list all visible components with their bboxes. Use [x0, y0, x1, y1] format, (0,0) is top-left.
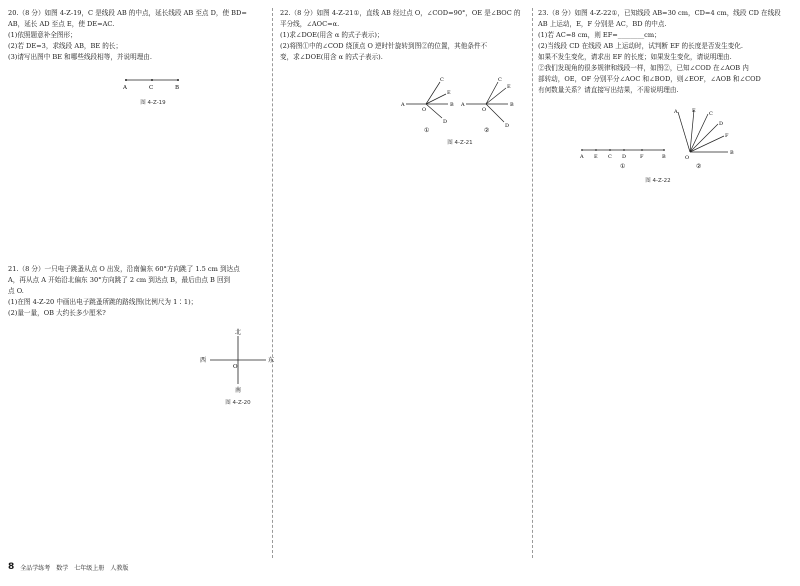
compass-diagram: [198, 326, 278, 394]
fig1-label-d: D: [443, 119, 448, 125]
question-23: [538, 8, 792, 184]
subject: 数学: [56, 564, 69, 572]
question-20: [8, 8, 268, 106]
label-south: 南: [235, 387, 242, 394]
ray-label-f: F: [725, 133, 729, 139]
question-22: [280, 8, 530, 146]
fig2-label-a: A: [461, 102, 465, 108]
edition: 人教版: [110, 564, 129, 572]
q22-line-1: 22.（8 分）如图 4-Z-21①，直线 AB 经过点 O，∠COD=90°，OE 是∠BOC 的: [280, 9, 521, 17]
figure-4-z-20: [198, 326, 278, 406]
column-left: [8, 8, 275, 556]
point-c: [151, 79, 153, 81]
ray-label-b: B: [730, 150, 734, 156]
q20-line-2: AB，延长 AD 至点 E，使 DE=AC.: [8, 20, 115, 28]
fig2-label-o: O: [482, 107, 487, 113]
q20-line-4: (2)若 DE=3，求线段 AB，BE 的长；: [8, 42, 123, 50]
caption-4-z-22: 图 4-Z-22: [645, 178, 671, 184]
angle-diagrams: [400, 74, 520, 134]
fig2-label-e: E: [507, 84, 511, 90]
ray-label-o: O: [685, 155, 690, 161]
fig1-label-a: A: [401, 102, 405, 108]
q21-line-3: 点 O.: [8, 287, 24, 295]
column-right: [538, 8, 792, 556]
figure-4-z-22: [578, 106, 788, 186]
ray-label-d: D: [719, 121, 724, 127]
ray-label-c: C: [709, 111, 713, 117]
q22-line-3: (1)求∠DOE(用含 α 的式子表示)；: [280, 31, 384, 39]
point-b: [177, 79, 179, 81]
label-a: A: [123, 85, 127, 91]
seg-label-b: B: [662, 154, 666, 160]
q20-line-5: (3)请写出图中 BE 和哪些线段相等，并说明理由.: [8, 53, 152, 61]
label-b: B: [175, 85, 180, 91]
q22-line-4: (2)将图①中的∠COD 绕顶点 O 逆时针旋转到图②的位置，其他条件不: [280, 42, 488, 50]
fig1-label-e: E: [447, 90, 451, 96]
seg-label-c: C: [608, 154, 612, 160]
seg-label-d: D: [622, 154, 627, 160]
seg-fig-number: ①: [620, 163, 626, 170]
figure-4-z-21: [400, 74, 520, 144]
q22-line-5: 变，求∠DOE(用含 α 的式子表示).: [280, 53, 383, 61]
angle-figure-2: [460, 77, 514, 129]
fig2-label-d: D: [505, 123, 510, 129]
question-21: [8, 264, 275, 406]
angle-figure-1: [400, 77, 454, 125]
q21-line-5: (2)量一量，OB 大约长多少厘米?: [8, 309, 106, 317]
fig1-label-b: B: [450, 102, 454, 108]
q23-line-5: 如果不发生变化，请求出 EF 的长度；如果发生变化，请说明理由.: [538, 53, 732, 61]
fig1-label-c: C: [440, 77, 444, 83]
q22-line-2: 平分线，∠AOC=α.: [280, 20, 340, 28]
fig2-label-b: B: [510, 102, 514, 108]
segment-and-angle-diagrams: [578, 106, 788, 172]
seg-label-a: A: [580, 154, 584, 160]
ray-label-a: A: [674, 109, 678, 115]
fig2-label-c: C: [498, 77, 502, 83]
column-divider-2: [532, 8, 533, 558]
column-middle: [280, 8, 530, 556]
fig1-label-o: O: [422, 107, 427, 113]
seg-label-f: F: [640, 154, 644, 160]
point-a: [125, 79, 127, 81]
q21-line-1: 21.（8 分）一只电子跳蚤从点 O 出发，沿南偏东 60°方向跳了 1.5 cm 到达点: [8, 265, 240, 273]
ray-fig-number: ②: [696, 163, 702, 170]
q23-line-6: ②我们发现角的很多规律和线段一样，如图②，已知∠COD 在∠AOB 内: [538, 64, 749, 72]
angle-figure-2: [673, 108, 734, 170]
figure-4-z-19: [118, 72, 188, 106]
label-c: C: [149, 85, 154, 91]
fig-number-2: ②: [484, 127, 490, 134]
seg-label-e: E: [594, 154, 598, 160]
q20-line-1: 20.（8 分）如图 4-Z-19，C 是线段 AB 的中点，延长线段 AB 至点 D，使 BD=: [8, 9, 247, 17]
caption-4-z-20: 图 4-Z-20: [225, 400, 251, 406]
label-west: 西: [200, 357, 207, 364]
page-number: 8: [8, 562, 15, 572]
segment-figure-1: [579, 149, 666, 170]
page-footer: [8, 562, 128, 572]
q23-line-4: (2)当线段 CD 在线段 AB 上运动时，试判断 EF 的长度是否发生变化.: [538, 42, 743, 50]
ray-label-e: E: [692, 108, 696, 114]
q23-line-7: 部转动，OE，OF 分别平分∠AOC 和∠BOD，则∠EOF，∠AOB 和∠COD: [538, 75, 761, 83]
q23-line-3: (1)若 AC=8 cm，则 EF=________cm；: [538, 31, 661, 39]
book-title: 全品学练考: [20, 564, 51, 572]
q21-line-4: (1)在图 4-Z-20 中画出电子跳蚤所跳的路线图(比例尺为 1∶1)；: [8, 298, 198, 306]
caption-4-z-19: 图 4-Z-19: [140, 100, 166, 106]
q23-line-1: 23.（8 分）如图 4-Z-22①，已知线段 AB=30 cm，CD=4 cm，线段 CD 在线段: [538, 9, 781, 17]
segment-diagram: [118, 72, 188, 94]
q23-line-2: AB 上运动，E，F 分别是 AC，BD 的中点.: [538, 20, 667, 28]
grade: 七年级上册: [74, 564, 105, 572]
fig-number-1: ①: [424, 127, 430, 134]
column-divider-1: [272, 8, 273, 558]
q21-line-2: A，再从点 A 开始沿北偏东 30°方向跳了 2 cm 到达点 B，最后由点 B 回到: [8, 276, 231, 284]
caption-4-z-21: 图 4-Z-21: [447, 140, 473, 146]
q20-line-3: (1)依照题意补全图形；: [8, 31, 77, 39]
label-east: 东: [268, 357, 275, 364]
label-origin: O: [233, 364, 238, 370]
label-north: 北: [235, 329, 242, 336]
q23-line-8: 有何数量关系？请直接写出结果，不需说明理由.: [538, 86, 679, 94]
